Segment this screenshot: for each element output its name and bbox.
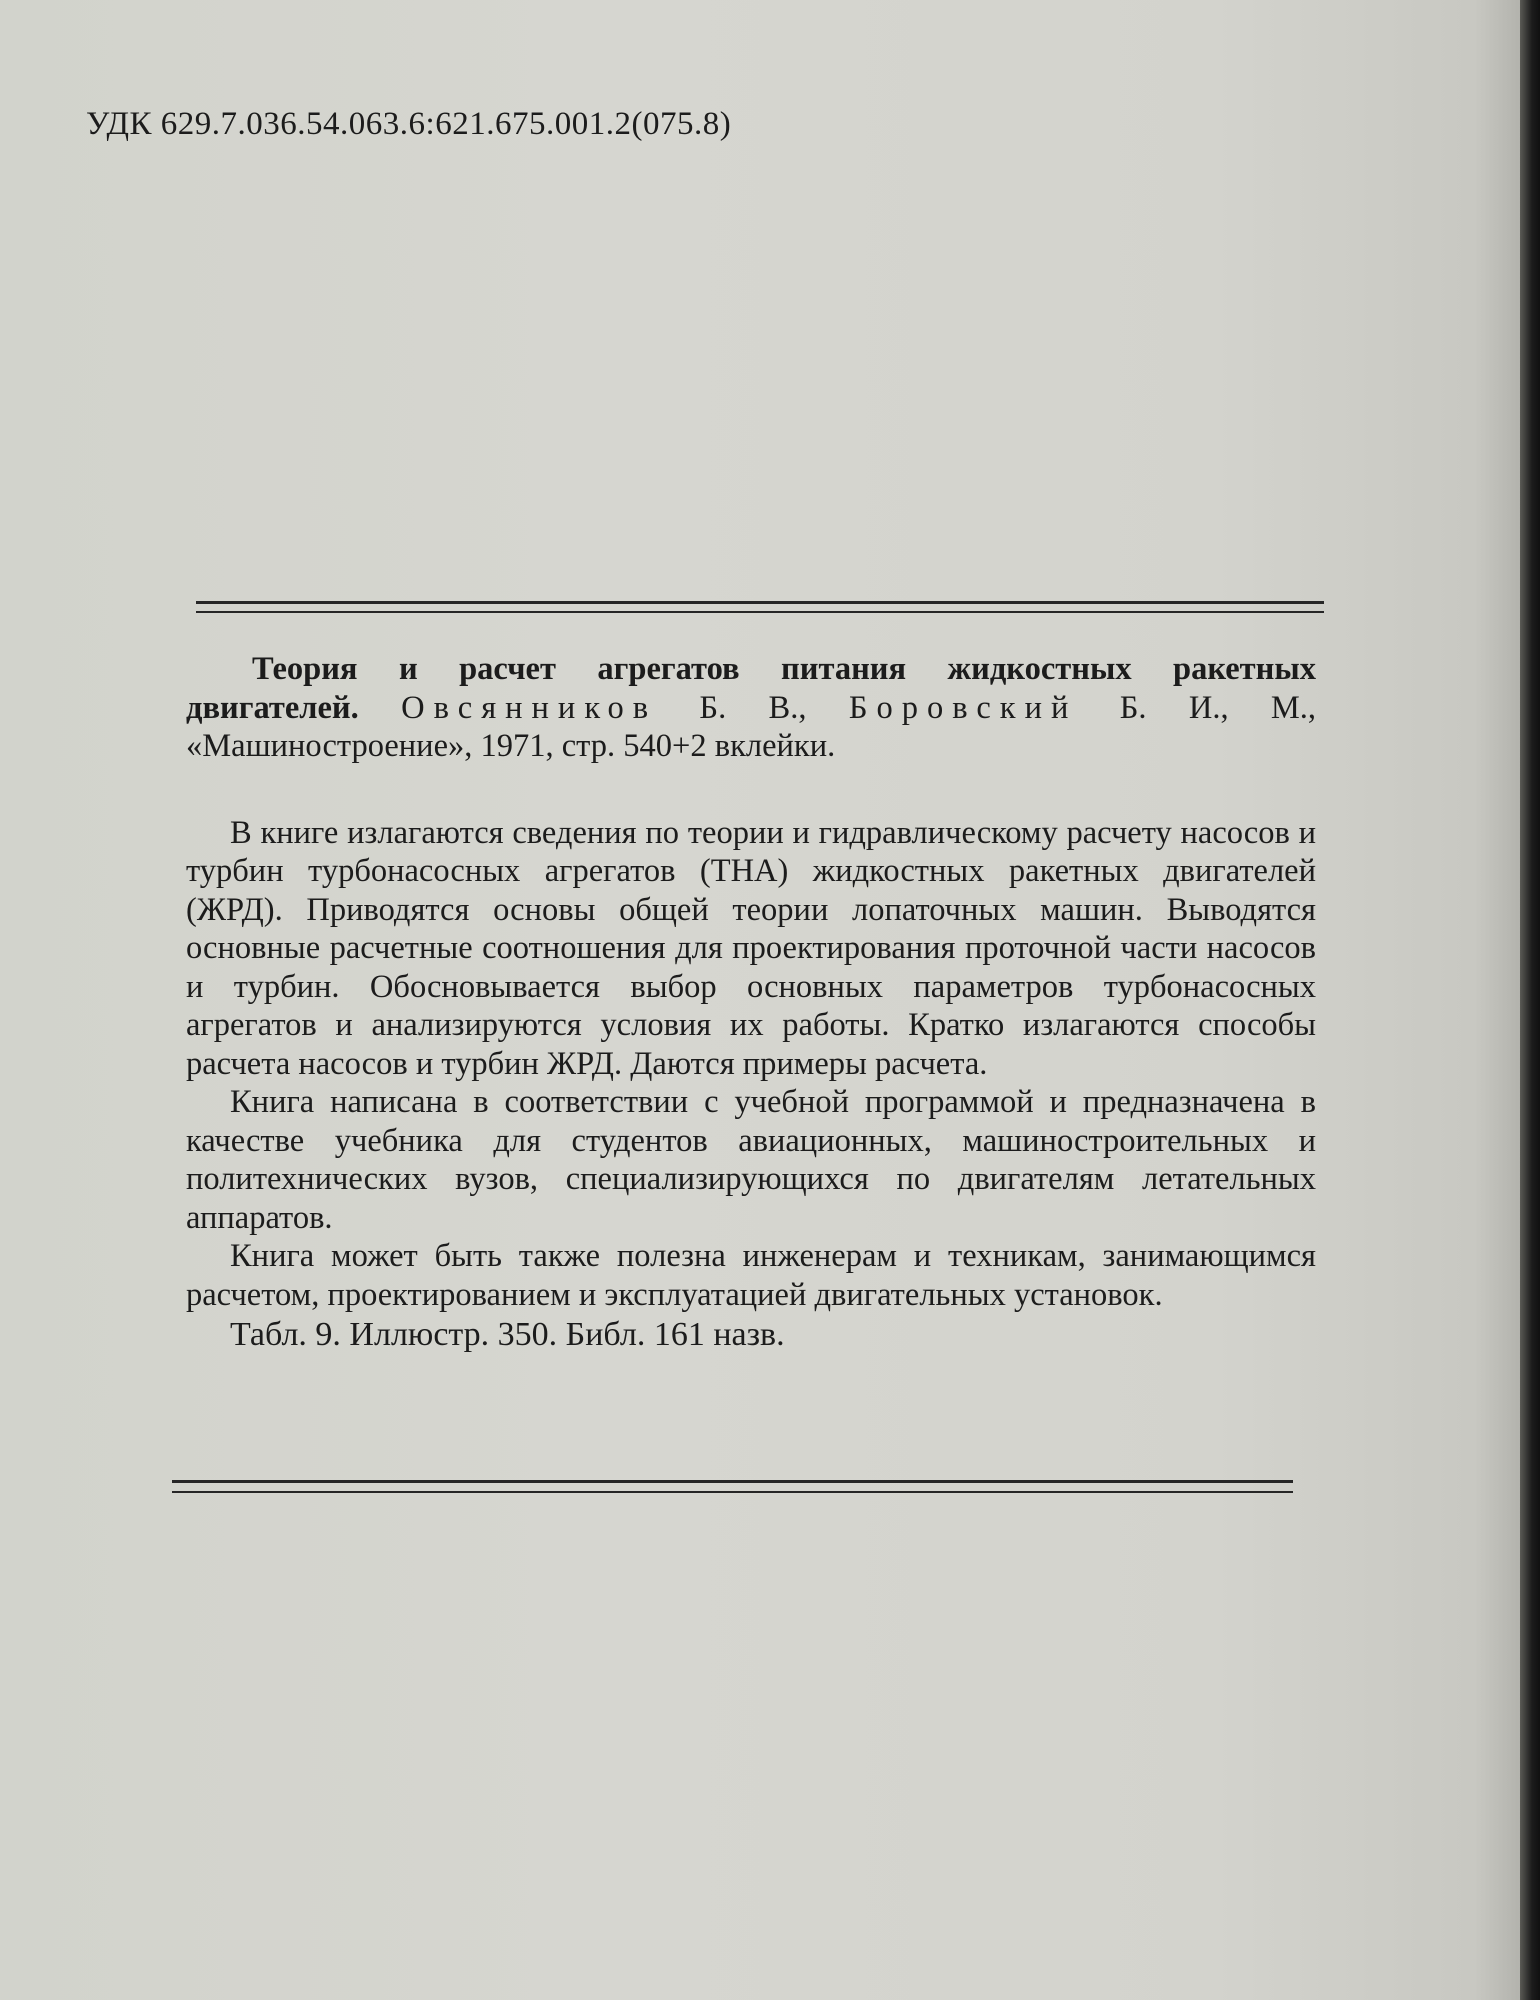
abstract-paragraph: Книга написана в соответствии с учебной программой и предназначена в качестве учебника для студентов авиационных, машиностроительных и политехнических вузов, специализирующихся по двигателям летательных аппаратов. [186,1084,1316,1236]
udk-code: УДК 629.7.036.54.063.6:621.675.001.2(075.8) [86,106,732,142]
bibliographic-citation [186,650,1316,766]
top-rule-inner [196,611,1324,613]
author-1-surname: Овсянников [401,689,658,726]
bottom-rule [172,1480,1293,1483]
book-title-part-2: двигателей. [186,689,359,726]
abstract-paragraph: В книге излагаются сведения по теории и гидравлическому расчету насосов и турбин турбонасосных агрегатов (ТНА) жидкостных ракетных двигателей (ЖРД). Приводятся основы общей теории лопаточных машин. Выводятся основные расчетные соотношения для проектирования проточной части насосов и турбин. Обосновывается выбор основных параметров турбонасосных агрегатов и анализируются условия их работы. Кратко излагаются способы расчета насосов и турбин ЖРД. Даются примеры расчета. [186,814,1316,1082]
author-2-surname: Боровский [848,689,1078,726]
author-1-initials: Б. В., [699,689,807,726]
top-rule [196,601,1324,604]
abstract-paragraph: Книга может быть также полезна инженерам и техникам, занимающимся расчетом, проектированием и эксплуатацией двигательных установок. [186,1238,1316,1313]
citation-line-2 [186,689,1316,728]
book-cover-edge [1520,0,1540,2000]
book-title-part-1: Теория и расчет агрегатов питания жидкостных ракетных [252,651,1316,687]
book-stats: Табл. 9. Иллюстр. 350. Библ. 161 назв. [230,1316,785,1353]
author-2-initials: Б. И., М., [1119,689,1317,726]
annotation-card [186,650,1316,1355]
citation-line-1 [186,650,1316,689]
bottom-rule-inner [172,1491,1293,1493]
abstract [186,814,1316,1355]
publisher-line: «Машиностроение», 1971, стр. 540+2 вклейки. [186,728,836,764]
